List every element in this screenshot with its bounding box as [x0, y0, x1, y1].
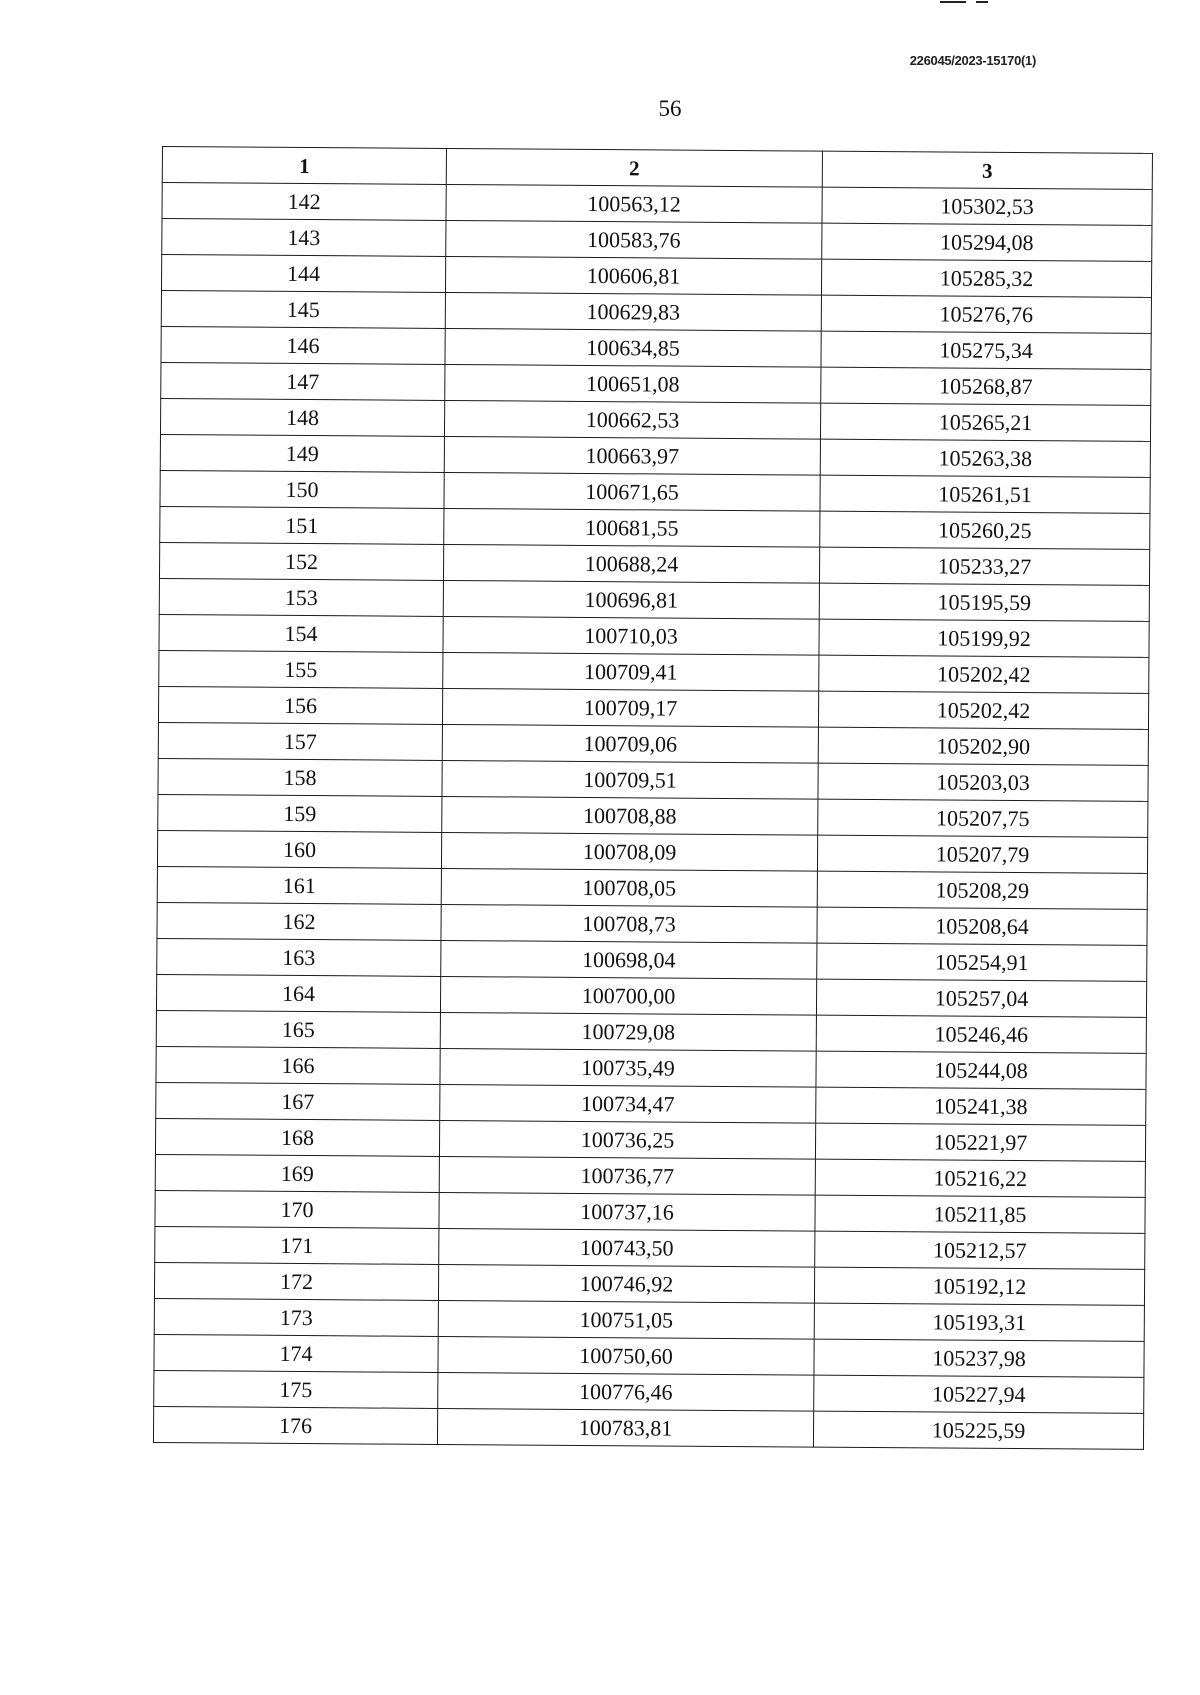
point-number-cell: 176 [153, 1406, 437, 1444]
x-coordinate-cell: 100629,83 [445, 292, 821, 331]
x-coordinate-cell: 100671,65 [444, 472, 820, 511]
point-number-cell: 170 [155, 1190, 439, 1228]
y-coordinate-cell: 105192,12 [814, 1267, 1144, 1305]
y-coordinate-cell: 105268,87 [821, 367, 1151, 405]
point-number-cell: 149 [160, 434, 444, 472]
x-coordinate-cell: 100606,81 [445, 256, 821, 295]
edge-dash [976, 1, 988, 3]
edge-dash [940, 1, 966, 3]
y-coordinate-cell: 105237,98 [814, 1339, 1144, 1377]
point-number-cell: 159 [158, 794, 442, 832]
point-number-cell: 166 [156, 1046, 440, 1084]
y-coordinate-cell: 105275,34 [821, 331, 1151, 369]
x-coordinate-cell: 100698,04 [441, 940, 817, 979]
table-row [153, 1406, 1143, 1449]
point-number-cell: 163 [157, 938, 441, 976]
y-coordinate-cell: 105276,76 [821, 295, 1151, 333]
point-number-cell: 169 [155, 1154, 439, 1192]
y-coordinate-cell: 105302,53 [822, 187, 1152, 225]
x-coordinate-cell: 100563,12 [446, 184, 822, 223]
x-coordinate-cell: 100736,77 [439, 1156, 815, 1195]
coordinates-table-container [153, 146, 1153, 1450]
point-number-cell: 161 [157, 866, 441, 904]
x-coordinate-cell: 100750,60 [438, 1336, 814, 1375]
point-number-cell: 162 [157, 902, 441, 940]
point-number-cell: 146 [161, 326, 445, 364]
point-number-cell: 168 [155, 1118, 439, 1156]
x-coordinate-cell: 100663,97 [444, 436, 820, 475]
y-coordinate-cell: 105202,90 [818, 727, 1148, 765]
x-coordinate-cell: 100710,03 [443, 616, 819, 655]
point-number-cell: 171 [155, 1226, 439, 1264]
point-number-cell: 157 [158, 722, 442, 760]
point-number-cell: 143 [162, 219, 446, 257]
y-coordinate-cell: 105216,22 [815, 1159, 1145, 1197]
point-number-cell: 150 [160, 470, 444, 508]
y-coordinate-cell: 105227,94 [814, 1375, 1144, 1413]
point-number-cell: 145 [161, 290, 445, 328]
top-edge-marks [940, 0, 1000, 6]
x-coordinate-cell: 100783,81 [437, 1408, 813, 1447]
point-number-cell: 151 [160, 506, 444, 544]
point-number-cell: 144 [161, 255, 445, 293]
x-coordinate-cell: 100729,08 [440, 1012, 816, 1051]
x-coordinate-cell: 100708,09 [441, 832, 817, 871]
y-coordinate-cell: 105257,04 [816, 979, 1146, 1017]
y-coordinate-cell: 105193,31 [814, 1303, 1144, 1341]
y-coordinate-cell: 105203,03 [818, 763, 1148, 801]
column-header: 2 [446, 148, 822, 187]
x-coordinate-cell: 100651,08 [445, 364, 821, 403]
x-coordinate-cell: 100709,51 [442, 760, 818, 799]
point-number-cell: 160 [157, 830, 441, 868]
x-coordinate-cell: 100681,55 [444, 508, 820, 547]
y-coordinate-cell: 105202,42 [819, 655, 1149, 693]
x-coordinate-cell: 100708,88 [442, 796, 818, 835]
y-coordinate-cell: 105195,59 [819, 583, 1149, 621]
column-header: 1 [162, 147, 446, 185]
document-reference: 226045/2023-15170(1) [909, 53, 1036, 68]
y-coordinate-cell: 105265,21 [820, 403, 1150, 441]
coordinates-table [153, 146, 1153, 1450]
x-coordinate-cell: 100583,76 [446, 220, 822, 259]
table-body [153, 147, 1152, 1450]
y-coordinate-cell: 105285,32 [821, 259, 1151, 297]
x-coordinate-cell: 100696,81 [443, 580, 819, 619]
x-coordinate-cell: 100734,47 [440, 1084, 816, 1123]
y-coordinate-cell: 105202,42 [818, 691, 1148, 729]
point-number-cell: 154 [159, 614, 443, 652]
x-coordinate-cell: 100709,41 [443, 652, 819, 691]
point-number-cell: 164 [156, 974, 440, 1012]
point-number-cell: 158 [158, 758, 442, 796]
y-coordinate-cell: 105225,59 [813, 1411, 1143, 1449]
x-coordinate-cell: 100688,24 [443, 544, 819, 583]
x-coordinate-cell: 100662,53 [444, 400, 820, 439]
y-coordinate-cell: 105199,92 [819, 619, 1149, 657]
point-number-cell: 174 [154, 1334, 438, 1372]
y-coordinate-cell: 105233,27 [819, 547, 1149, 585]
y-coordinate-cell: 105244,08 [816, 1051, 1146, 1089]
x-coordinate-cell: 100709,17 [442, 688, 818, 727]
y-coordinate-cell: 105208,29 [817, 871, 1147, 909]
x-coordinate-cell: 100634,85 [445, 328, 821, 367]
y-coordinate-cell: 105207,75 [818, 799, 1148, 837]
x-coordinate-cell: 100735,49 [440, 1048, 816, 1087]
point-number-cell: 148 [160, 398, 444, 436]
y-coordinate-cell: 105208,64 [817, 907, 1147, 945]
x-coordinate-cell: 100776,46 [438, 1372, 814, 1411]
y-coordinate-cell: 105207,79 [817, 835, 1147, 873]
point-number-cell: 153 [159, 578, 443, 616]
y-coordinate-cell: 105263,38 [820, 439, 1150, 477]
x-coordinate-cell: 100737,16 [439, 1192, 815, 1231]
point-number-cell: 152 [159, 542, 443, 580]
point-number-cell: 172 [154, 1262, 438, 1300]
x-coordinate-cell: 100700,00 [440, 976, 816, 1015]
x-coordinate-cell: 100736,25 [439, 1120, 815, 1159]
y-coordinate-cell: 105261,51 [820, 475, 1150, 513]
y-coordinate-cell: 105212,57 [815, 1231, 1145, 1269]
y-coordinate-cell: 105260,25 [820, 511, 1150, 549]
point-number-cell: 165 [156, 1010, 440, 1048]
column-header: 3 [822, 151, 1152, 189]
point-number-cell: 156 [158, 686, 442, 724]
x-coordinate-cell: 100708,05 [441, 868, 817, 907]
y-coordinate-cell: 105211,85 [815, 1195, 1145, 1233]
point-number-cell: 173 [154, 1298, 438, 1336]
x-coordinate-cell: 100709,06 [442, 724, 818, 763]
point-number-cell: 147 [161, 362, 445, 400]
point-number-cell: 155 [159, 650, 443, 688]
page-number: 56 [658, 96, 682, 121]
point-number-cell: 142 [162, 183, 446, 221]
y-coordinate-cell: 105294,08 [822, 223, 1152, 261]
y-coordinate-cell: 105221,97 [815, 1123, 1145, 1161]
y-coordinate-cell: 105246,46 [816, 1015, 1146, 1053]
y-coordinate-cell: 105241,38 [816, 1087, 1146, 1125]
point-number-cell: 175 [154, 1370, 438, 1408]
y-coordinate-cell: 105254,91 [817, 943, 1147, 981]
x-coordinate-cell: 100708,73 [441, 904, 817, 943]
x-coordinate-cell: 100746,92 [438, 1264, 814, 1303]
point-number-cell: 167 [156, 1082, 440, 1120]
x-coordinate-cell: 100743,50 [439, 1228, 815, 1267]
x-coordinate-cell: 100751,05 [438, 1300, 814, 1339]
